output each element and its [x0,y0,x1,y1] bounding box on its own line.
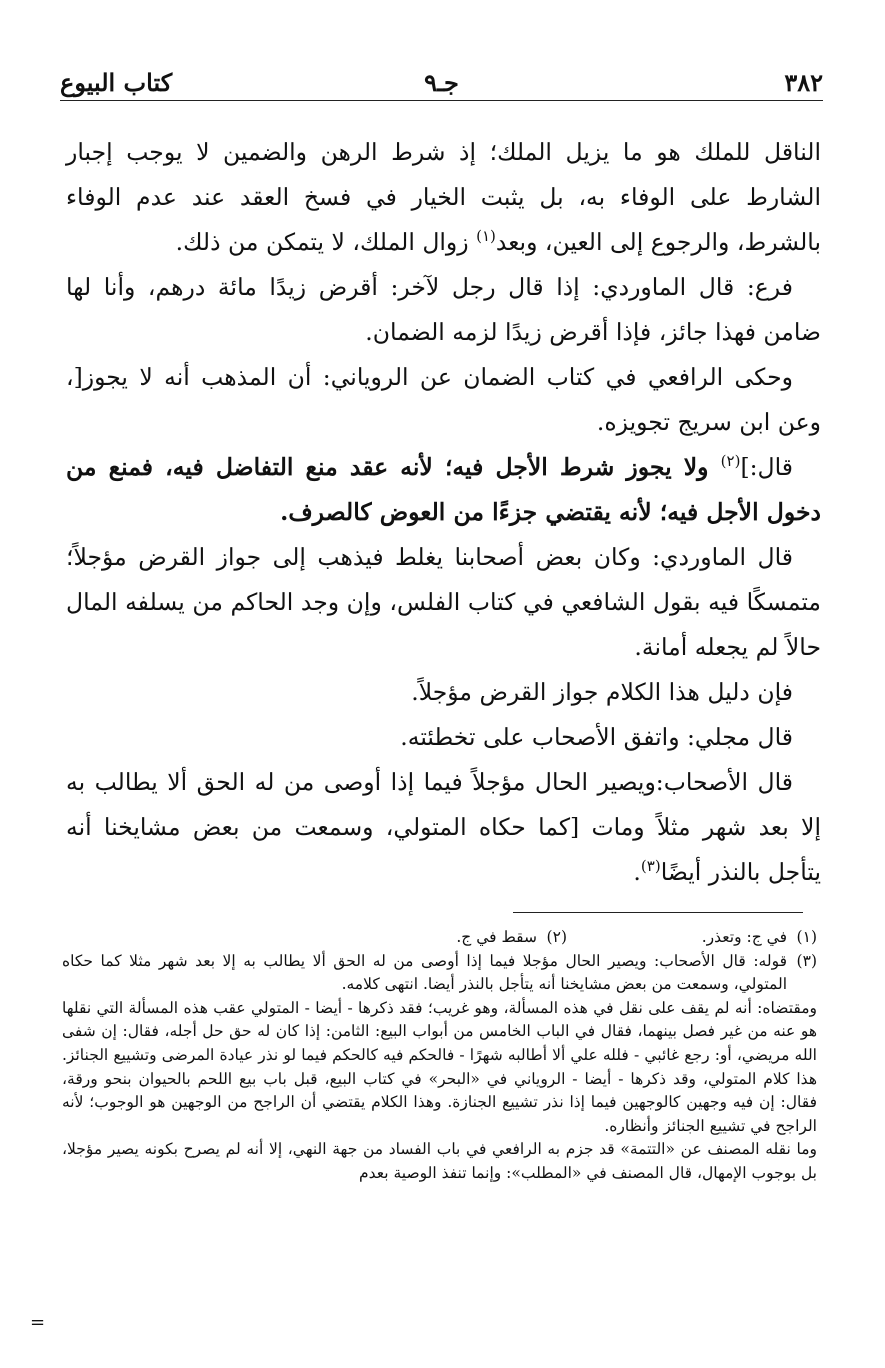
footnote-3-continued [62,997,817,1186]
paragraph-4-start: قال:] [740,453,793,481]
paragraph-4-bold: ولا يجوز شرط الأجل فيه؛ لأنه عقد منع التفاضل فيه، فمنع من دخول الأجل فيه؛ لأنه يقتضي جزءًا من العوض كالصرف. [66,453,821,526]
main-text [66,130,821,895]
footnotes [62,926,817,1186]
footnote-1-text: في ج: وتعذر. [701,928,787,946]
paragraph-5: قال الماوردي: وكان بعض أصحابنا يغلط فيذهب إلى جواز القرض مؤجلاً؛ متمسكًا فيه بقول الشافعي في كتاب الفلس، وإن وجد الحاكم من يسلفه المال حالاً لم يجعله أمانة. [66,543,821,661]
paragraph-4 [66,445,821,535]
footnote-2-text: سقط في ج. [456,928,537,946]
continuation-mark: = [30,1312,46,1333]
paragraph-2: فرع: قال الماوردي: إذا قال رجل لآخر: أقرض زيدًا مائة درهم، وأنا لها ضامن فهذا جائز، فإذا أقرض زيدًا لزمه الضمان. [66,273,821,346]
paragraph-8-text: قال الأصحاب:ويصير الحال مؤجلاً فيما إذا أوصى من له الحق ألا يطالب به إلا بعد شهر مثلاً ومات [كما حكاه المتولي، وسمعت من بعض مشايخنا أنه يتأجل بالنذر أيضًا [66,768,821,886]
footnote-1 [567,926,817,950]
paragraph-8 [66,760,821,895]
paragraph-8-end: . [633,858,641,886]
paragraph-1-text: الناقل للملك هو ما يزيل الملك؛ إذ شرط الرهن والضمين لا يوجب إجبار الشارط على الوفاء به، بل يثبت الخيار في فسخ العقد عند عدم الوفاء بالشرط، والرجوع إلى العين، وبعد [66,138,821,256]
paragraph-1 [66,130,821,265]
footnote-ref-3: (٣) [640,857,661,876]
paragraph-3: وحكى الرافعي في كتاب الضمان عن الروياني: أن المذهب أنه لا يجوز[، وعن ابن سريج تجويزه. [66,363,821,436]
book-title: كتاب البيوع [60,68,173,97]
footnote-3 [62,950,817,997]
paragraph-6: فإن دليل هذا الكلام جواز القرض مؤجلاً. [411,678,793,706]
footnote-2-number: (٢) [546,928,567,946]
footnote-1-number: (١) [796,928,817,946]
footnote-2 [307,926,567,950]
volume-label: جـ٩ [424,68,459,97]
footnote-ref-2: (٢) [720,452,741,471]
page-number: ٣٨٢ [784,68,823,97]
footnote-3-para-3: وما نقله المصنف عن «التتمة» قد جزم به الرافعي في باب الفساد من جهة النهي، إلا أنه لم يصرح بكونه يصير مؤجلا، بل بوجوب الإمهال، قال المصنف في «المطلب»: وإنما تنفذ الوصية بعدم [62,1140,817,1182]
footnote-3-para-1: قوله: قال الأصحاب: ويصير الحال مؤجلا فيما إذا أوصى من له الحق ألا يطالب به إلا بعد شهر مثلا كما حكاه المتولي، وسمعت من بعض مشايخنا أنه يتأجل بالنذر أيضا. انتهى كلامه. [62,951,787,994]
footnote-separator [513,912,803,913]
running-header [60,68,823,101]
paragraph-7: قال مجلي: واتفق الأصحاب على تخطئته. [400,723,793,751]
footnote-row-1-2 [62,926,817,950]
footnote-3-para-2: ومقتضاه: أنه لم يقف على نقل في هذه المسألة، وهو غريب؛ فقد ذكرها - أيضا - المتولي عقب هذه المسألة التي نقلها هو عنه من غير فصل بينهما، فقال في الباب الخامس من أبواب البيع: الثامن: إذا كان له حق حل أجله، فقال: إن شفى الله مريضي، أو: رجع غائبي - فلله علي ألا أطالبه شهرًا - فالحكم فيه كالحكم فيما لو نذر عيادة المرضى وتشييع الجنائز. هذا كلام المتولي، وقد ذكرها - أيضا - الروياني في «البحر» في كتاب البيع، قبل باب بيع اللحم بالحيوان بنحو ورقة، فقال: إن فيه وجهين كالوجهين فيما إذا نذر تشييع الجنازة. وهذا الكلام يقتضي أن الراجح من الوجهين هو الوجوب؛ لأنه الراجح في تشييع الجنائز وأنظاره. [62,998,818,1135]
footnote-3-number: (٣) [796,951,817,970]
paragraph-1-end: زوال الملك، لا يتمكن من ذلك. [175,228,477,256]
footnote-ref-1: (١) [476,227,496,246]
